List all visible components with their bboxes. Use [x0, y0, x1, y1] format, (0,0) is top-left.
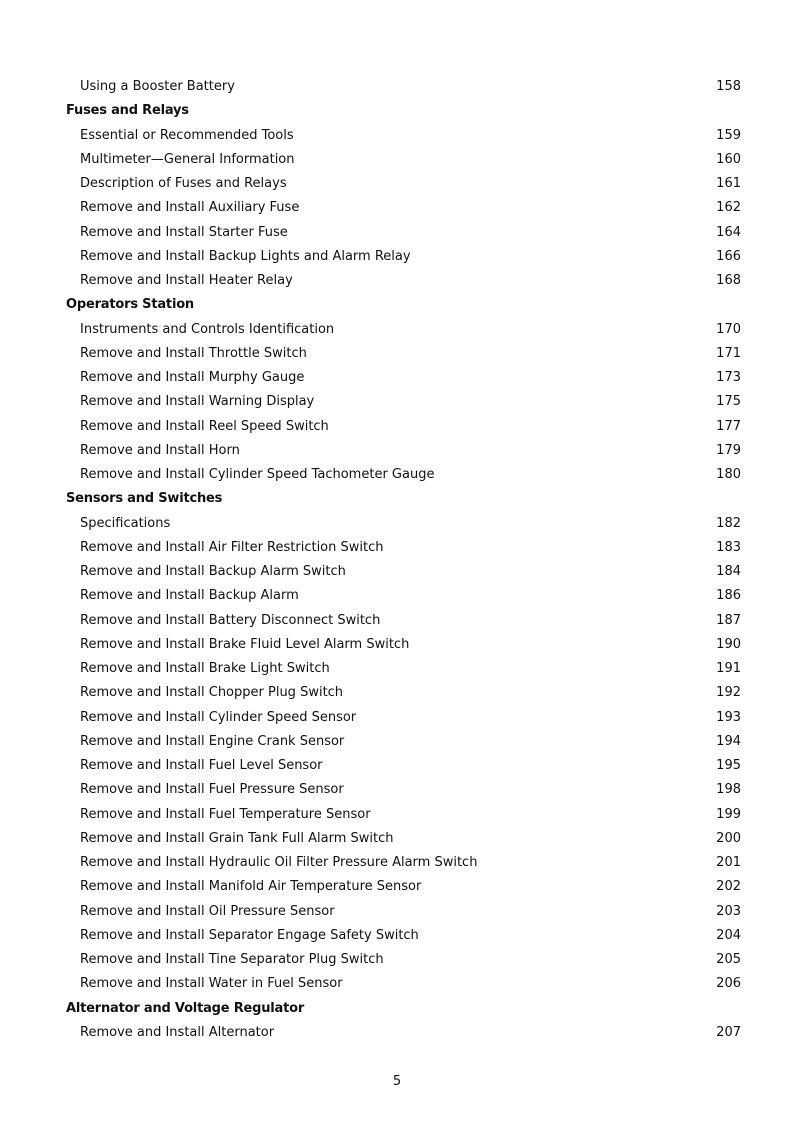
entry-page-number: 168	[716, 273, 741, 288]
entry-page-number: 202	[716, 879, 741, 895]
toc-entry[interactable]	[0, 512, 794, 536]
entry-title: Remove and Install Horn	[80, 442, 240, 458]
toc-entry[interactable]	[0, 366, 794, 390]
entry-page-number: 170	[716, 321, 741, 337]
toc-entry[interactable]	[0, 778, 794, 802]
entry-title: Remove and Install Engine Crank Sensor	[80, 733, 345, 749]
entry-title: Remove and Install Backup Alarm	[80, 588, 299, 604]
entry-page-number: 186	[716, 588, 741, 604]
entry-page-number: 193	[716, 709, 741, 725]
toc-entry[interactable]	[0, 851, 794, 875]
entry-title: Remove and Install Water in Fuel Sensor	[80, 976, 343, 992]
toc-entry[interactable]	[0, 439, 794, 463]
entry-title: Remove and Install Fuel Temperature Sensor	[80, 806, 371, 822]
toc-entry[interactable]	[0, 803, 794, 827]
section-title: Fuses and Relays	[66, 103, 189, 119]
toc-entry[interactable]	[0, 900, 794, 924]
toc-entry[interactable]	[0, 681, 794, 705]
entry-title: Remove and Install Fuel Level Sensor	[80, 758, 323, 773]
toc-section-heading	[0, 293, 794, 317]
toc-entry[interactable]	[0, 318, 794, 342]
entry-title: Remove and Install Tine Separator Plug Switch	[80, 952, 384, 967]
section-title: Operators Station	[66, 297, 194, 313]
toc-entry[interactable]	[0, 657, 794, 681]
entry-page-number: 158	[716, 79, 741, 94]
entry-page-number: 191	[716, 661, 741, 676]
page-number: 5	[392, 1074, 402, 1089]
entry-page-number: 190	[716, 636, 741, 652]
entry-page-number: 182	[716, 515, 741, 531]
toc-entry[interactable]	[0, 1021, 794, 1045]
toc-entry[interactable]	[0, 148, 794, 172]
entry-title: Remove and Install Reel Speed Switch	[80, 418, 329, 434]
entry-title: Remove and Install Chopper Plug Switch	[80, 685, 344, 701]
entry-page-number: 161	[716, 176, 741, 191]
entry-page-number: 177	[716, 418, 741, 434]
toc-entry[interactable]	[0, 584, 794, 608]
toc-entry[interactable]	[0, 609, 794, 633]
entry-page-number: 164	[716, 224, 741, 240]
entry-title: Remove and Install Grain Tank Full Alarm Switch	[80, 830, 394, 846]
entry-page-number: 159	[716, 127, 741, 143]
toc-entry[interactable]	[0, 706, 794, 730]
toc-entry[interactable]	[0, 124, 794, 148]
entry-title: Remove and Install Brake Fluid Level Alarm Switch	[80, 636, 410, 652]
toc-entry[interactable]	[0, 875, 794, 899]
section-title: Sensors and Switches	[66, 491, 223, 507]
entry-title: Instruments and Controls Identification	[80, 321, 335, 337]
entry-title: Remove and Install Hydraulic Oil Filter Pressure Alarm Switch	[80, 855, 478, 870]
entry-title: Remove and Install Backup Lights and Alarm Relay	[80, 248, 411, 264]
toc-entry[interactable]	[0, 560, 794, 584]
entry-page-number: 206	[716, 976, 741, 992]
entry-title: Remove and Install Starter Fuse	[80, 224, 288, 240]
toc-entry[interactable]	[0, 948, 794, 972]
toc-entry[interactable]	[0, 463, 794, 487]
toc-entry[interactable]	[0, 342, 794, 366]
entry-title: Essential or Recommended Tools	[80, 127, 294, 143]
entry-title: Specifications	[80, 515, 171, 531]
entry-title: Remove and Install Oil Pressure Sensor	[80, 903, 335, 919]
entry-page-number: 201	[716, 855, 741, 870]
entry-title: Multimeter—General Information	[80, 151, 295, 167]
toc-entry[interactable]	[0, 196, 794, 220]
toc-entry[interactable]	[0, 390, 794, 414]
entry-title: Remove and Install Separator Engage Safety Switch	[80, 927, 419, 943]
entry-page-number: 205	[716, 952, 741, 967]
entry-title: Remove and Install Auxiliary Fuse	[80, 200, 300, 216]
entry-title: Remove and Install Brake Light Switch	[80, 661, 330, 676]
toc-section-heading	[0, 487, 794, 511]
entry-title: Remove and Install Fuel Pressure Sensor	[80, 782, 344, 798]
entry-title: Remove and Install Murphy Gauge	[80, 370, 305, 385]
entry-page-number: 179	[716, 442, 741, 458]
entry-title: Description of Fuses and Relays	[80, 176, 287, 191]
entry-title: Remove and Install Battery Disconnect Switch	[80, 612, 381, 628]
entry-page-number: 180	[716, 467, 741, 482]
entry-title: Remove and Install Throttle Switch	[80, 345, 307, 361]
entry-page-number: 198	[716, 782, 741, 798]
entry-page-number: 195	[716, 758, 741, 773]
toc-entry[interactable]	[0, 269, 794, 293]
entry-page-number: 207	[716, 1024, 741, 1040]
toc-entry[interactable]	[0, 633, 794, 657]
toc-entry[interactable]	[0, 245, 794, 269]
entry-title: Remove and Install Alternator	[80, 1024, 275, 1040]
toc-entry[interactable]	[0, 972, 794, 996]
toc-entry[interactable]	[0, 754, 794, 778]
toc-entry[interactable]	[0, 415, 794, 439]
entry-page-number: 184	[716, 564, 741, 579]
toc-section-heading	[0, 997, 794, 1021]
entry-page-number: 192	[716, 685, 741, 701]
entry-title: Remove and Install Cylinder Speed Sensor	[80, 709, 357, 725]
toc-entry[interactable]	[0, 924, 794, 948]
toc-entry[interactable]	[0, 730, 794, 754]
entry-page-number: 200	[716, 830, 741, 846]
entry-title: Remove and Install Backup Alarm Switch	[80, 564, 346, 579]
entry-title: Remove and Install Cylinder Speed Tachometer Gauge	[80, 467, 435, 482]
toc-entry[interactable]	[0, 827, 794, 851]
toc-entry[interactable]	[0, 75, 794, 99]
entry-page-number: 171	[716, 345, 741, 361]
entry-title: Remove and Install Heater Relay	[80, 273, 293, 288]
entry-page-number: 199	[716, 806, 741, 822]
entry-page-number: 183	[716, 539, 741, 555]
entry-page-number: 194	[716, 733, 741, 749]
entry-title: Remove and Install Air Filter Restriction Switch	[80, 539, 384, 555]
toc-entry[interactable]	[0, 172, 794, 196]
entry-title: Remove and Install Manifold Air Temperature Sensor	[80, 879, 422, 895]
entry-page-number: 187	[716, 612, 741, 628]
toc-section-heading	[0, 99, 794, 123]
entry-page-number: 166	[716, 248, 741, 264]
entry-page-number: 203	[716, 903, 741, 919]
toc-entry[interactable]	[0, 536, 794, 560]
entry-page-number: 162	[716, 200, 741, 216]
entry-title: Using a Booster Battery	[80, 79, 235, 94]
entry-page-number: 160	[716, 151, 741, 167]
entry-page-number: 173	[716, 370, 741, 385]
entry-title: Remove and Install Warning Display	[80, 394, 315, 410]
section-title: Alternator and Voltage Regulator	[66, 1000, 305, 1016]
entry-page-number: 204	[716, 927, 741, 943]
toc-entry[interactable]	[0, 221, 794, 245]
entry-page-number: 175	[716, 394, 741, 410]
table-of-contents	[0, 75, 794, 1045]
